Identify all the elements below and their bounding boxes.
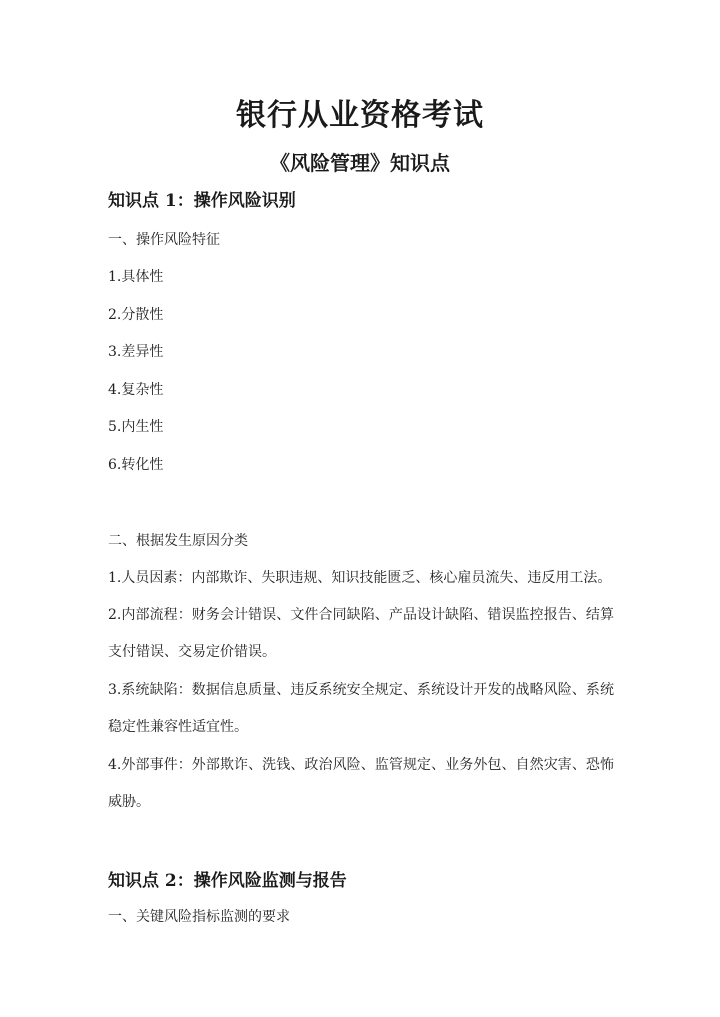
paragraph-item: 3.系统缺陷：数据信息质量、违反系统安全规定、系统设计开发的战略风险、系统稳定性兼容性适宜性。 bbox=[108, 682, 614, 735]
list-item: 4.复杂性 bbox=[108, 382, 164, 398]
list-item: 1.具体性 bbox=[108, 269, 164, 285]
document-title: 银行从业资格考试 bbox=[236, 98, 484, 133]
list-item: 3.差异性 bbox=[108, 344, 164, 360]
subsection-heading-features: 一、操作风险特征 bbox=[108, 232, 220, 248]
subsection-heading-causes: 二、根据发生原因分类 bbox=[108, 533, 248, 549]
section-heading-1: 知识点 1：操作风险识别 bbox=[108, 191, 296, 211]
subsection-heading-kri: 一、关键风险指标监测的要求 bbox=[108, 909, 290, 925]
document-subtitle: 《风险管理》知识点 bbox=[270, 151, 450, 175]
section-heading-2: 知识点 2：操作风险监测与报告 bbox=[108, 871, 347, 891]
paragraph-item: 2.内部流程：财务会计错误、文件合同缺陷、产品设计缺陷、错误监控报告、结算支付错误、交易定价错误。 bbox=[108, 607, 614, 660]
list-item: 5.内生性 bbox=[108, 419, 164, 435]
list-item: 2.分散性 bbox=[108, 307, 164, 323]
paragraph-item: 4.外部事件：外部欺诈、洗钱、政治风险、监管规定、业务外包、自然灾害、恐怖威胁。 bbox=[108, 757, 614, 810]
paragraph-item: 1.人员因素：内部欺诈、失职违规、知识技能匮乏、核心雇员流失、违反用工法。 bbox=[108, 570, 612, 586]
list-item: 6.转化性 bbox=[108, 457, 164, 473]
